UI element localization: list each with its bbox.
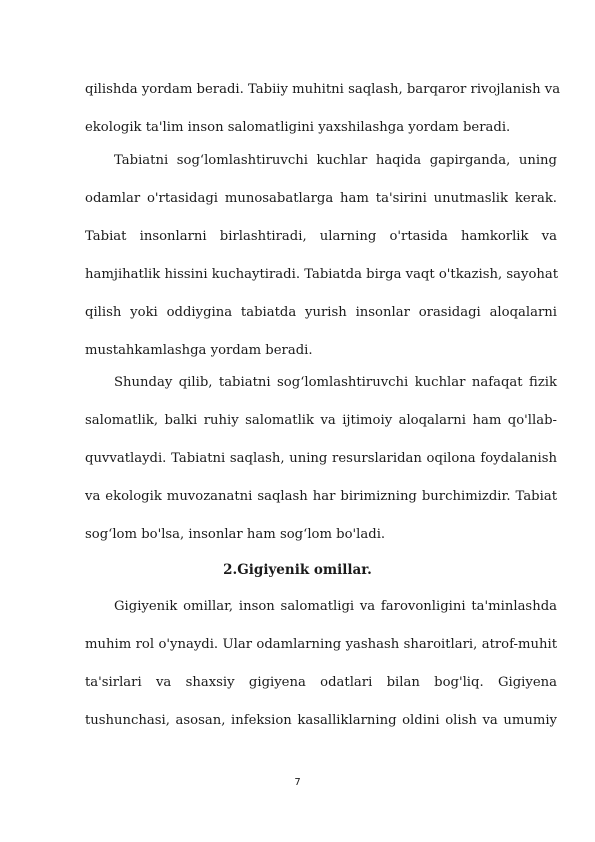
page-number: 7 (294, 777, 301, 788)
text-line: ekologik ta'lim inson salomatligini yaxshilashga yordam beradi. (85, 120, 511, 135)
text-line: tushunchasi, asosan, infeksion kasalliklarning oldini olish va umumiy (85, 713, 557, 728)
section-heading: 2.Gigiyenik omillar. (223, 562, 372, 578)
text-line: sog‘lom bo'lsa, insonlar ham sog‘lom bo'ladi. (85, 527, 386, 542)
text-line: Shunday qilib, tabiatni sog‘lomlashtiruvchi kuchlar nafaqat fizik (114, 375, 557, 390)
text-line: qilish yoki oddiygina tabiatda yurish insonlar orasidagi aloqalarni (85, 305, 557, 320)
text-line: va ekologik muvozanatni saqlash har birimizning burchimizdir. Tabiat (85, 489, 557, 504)
text-line: odamlar o'rtasidagi munosabatlarga ham ta'sirini unutmaslik kerak. (85, 191, 557, 206)
text-line: muhim rol o'ynaydi. Ular odamlarning yashash sharoitlari, atrof-muhit (85, 637, 557, 652)
text-line: salomatlik, balki ruhiy salomatlik va ijtimoiy aloqalarni ham qo'llab- (85, 413, 557, 428)
text-line: Tabiatni sog‘lomlashtiruvchi kuchlar haqida gapirganda, uning (114, 153, 557, 168)
text-line: quvvatlaydi. Tabiatni saqlash, uning resurslaridan oqilona foydalanish (85, 451, 557, 466)
text-line: ta'sirlari va shaxsiy gigiyena odatlari bilan bog'liq. Gigiyena (85, 675, 557, 690)
text-line: Gigiyenik omillar, inson salomatligi va farovonligini ta'minlashda (114, 599, 557, 614)
text-line: Tabiat insonlarni birlashtiradi, ularning o'rtasida hamkorlik va (85, 229, 557, 244)
text-line: mustahkamlashga yordam beradi. (85, 343, 313, 358)
text-line: qilishda yordam beradi. Tabiiy muhitni saqlash, barqaror rivojlanish va (85, 82, 561, 97)
text-line: hamjihatlik hissini kuchaytiradi. Tabiatda birga vaqt o'tkazish, sayohat (85, 267, 559, 282)
